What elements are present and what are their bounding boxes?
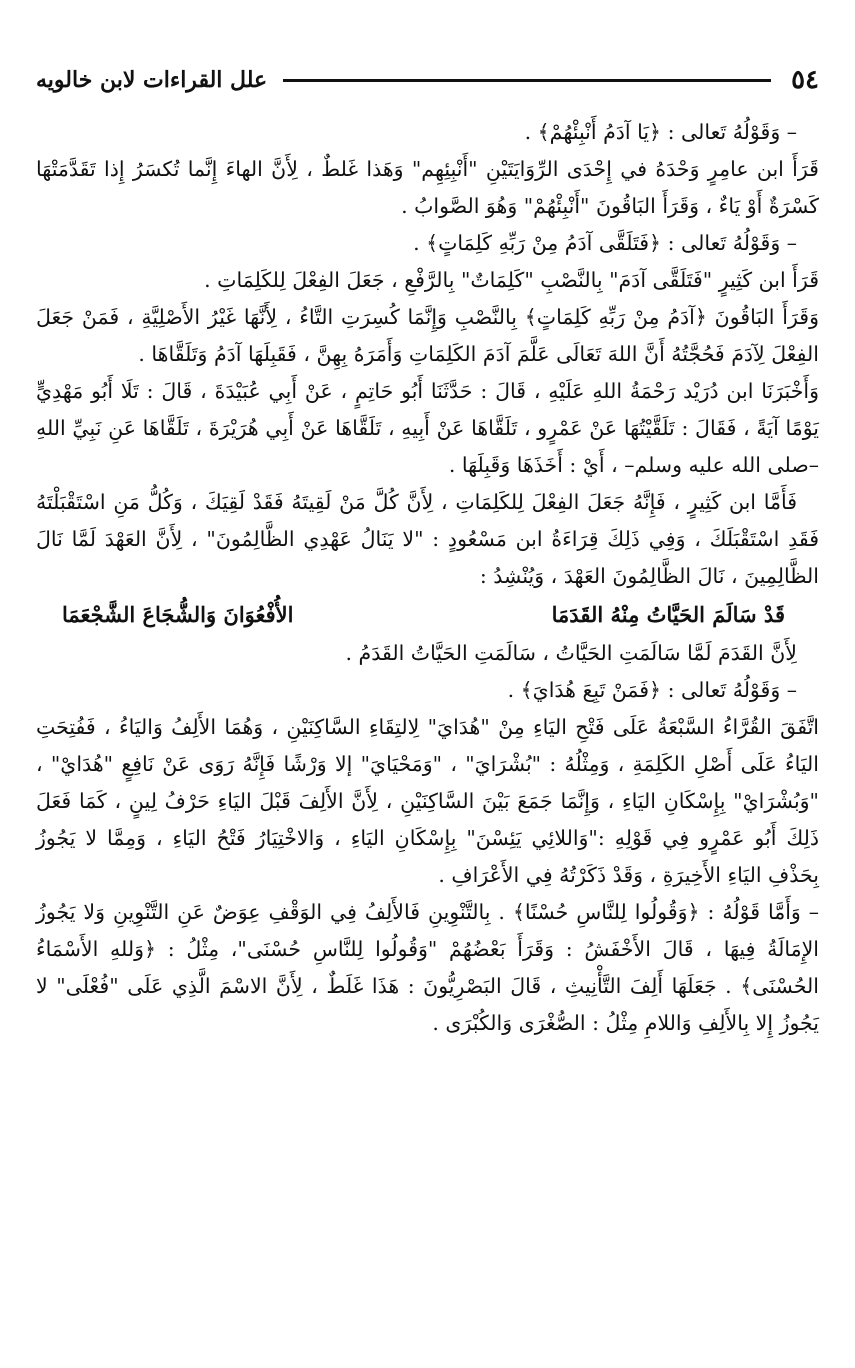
page-number: ٥٤ — [791, 65, 819, 95]
paragraph-11: – وَأَمَّا قَوْلُهُ : ﴿وَقُولُوا لِلنَّاسِ حُسْنًا﴾ . بِالتَّنْوِينِ فَالأَلِفُ فِي الوَقْفِ عِوَضٌ عَنِ التَّنْوِينِ وَلا يَجُوزُ الإِمَالَةُ فِيهَا ، قَالَ الأَخْفَشُ : وَقَرَأَ بَعْضُهُمْ "وَقُولُوا لِلنَّاسِ حُسْنَى"، مِثْلُ : ﴿وَللهِ الأَسْمَاءُ الحُسْنَى﴾ . جَعَلَهَا أَلِفَ التَّأْنِيثِ ، قَالَ البَصْرِيُّونَ : هَذَا غَلَطٌ ، لِأَنَّ الاسْمَ الَّذِي عَلَى "فُعْلَى" لا يَجُوزُ إِلا بِالأَلِفِ وَاللامِ مِثْلُ : الصُّغْرَى وَالكُبْرَى . — [36, 900, 819, 1035]
paragraph-6: وَأَخْبَرَنَا ابن دُرَيْد رَحْمَةُ اللهِ عَلَيْهِ ، قَالَ : حَدَّثَنَا أَبُو حَاتِمٍ ، عَنْ أَبِي عُبَيْدَةَ ، قَالَ : تَلَا أَبُو مَهْدِيٍّ يَوْمًا آيَةً ، فَقَالَ : تَلَقَّيْتُهَا عَنْ عَمْرٍو ، تَلَقَّاهَا عَنْ أَبِيهِ ، تَلَقَّاهَا عَنْ أَبِي هُرَيْرَةَ ، تَلَقَّاهَا عَنِ نَبِيِّ اللهِ –صلى الله عليه وسلم– ، أَيْ : أَخَذَهَا وَقَبِلَهَا . — [36, 379, 819, 477]
paragraph-4: قَرَأَ ابن كَثِيرٍ "فَتَلَقَّى آدَمَ" بِالنَّصْبِ "كَلِمَاتٌ" بِالرَّفْعِ ، جَعَلَ الفِعْلَ لِلكَلِمَاتِ . — [204, 268, 819, 292]
paragraph-8: لِأَنَّ القَدَمَ لَمَّا سَالَمَتِ الحَيَّاتُ ، سَالَمَتِ الحَيَّاتُ القَدَمُ . — [345, 641, 797, 665]
poetry-verse — [36, 595, 819, 635]
header-rule — [283, 79, 771, 82]
book-page — [36, 60, 819, 1340]
paragraph-5: وَقَرَأَ البَاقُونَ ﴿آدَمُ مِنْ رَبِّهِ كَلِمَاتٍ﴾ بِالنَّصْبِ وَإِنَّمَا كُسِرَتِ التَّاءُ ، لِأَنَّهَا غَيْرُ الأَصْلِيَّةِ ، فَمَنْ جَعَلَ الفِعْلَ لِآدَمَ فَحُجَّتُهُ أَنَّ اللهَ تَعَالَى عَلَّمَ آدَمَ الكَلِمَاتِ وَأَمَرَهُ بِهِنَّ ، فَقَبِلَهَا آدَمُ وَتَلَقَّاهَا . — [36, 305, 819, 366]
page-header — [36, 60, 819, 100]
verse-first-hemistich: قَدْ سَالَمَ الحَيَّاتُ مِنْهُ القَدَمَا — [551, 602, 785, 627]
paragraph-9: – وَقَوْلُهُ تَعالى : ﴿فَمَنْ تَبِعَ هُدَايَ﴾ . — [507, 678, 797, 702]
paragraph-1: – وَقَوْلُهُ تَعالى : ﴿يَا آدَمُ أَنْبِئْهُمْ﴾ . — [524, 120, 797, 144]
paragraph-2: قَرَأَ ابن عامِرٍ وَحْدَهُ في إِحْدَى الرِّوَايَتَيْنِ "أَنْبِئِهِم" وَهَذا غَلطٌ ، لِأَنَّ الهاءَ إِنَّما تُكسَرُ إِذا تَقَدَّمَتْهَا كَسْرَةٌ أَوْ يَاءٌ ، وَقَرَأَ البَاقُونَ "أَنْبِئْهُمْ" وَهُوَ الصَّوابُ . — [36, 157, 819, 218]
page-body — [36, 114, 819, 1042]
paragraph-3: – وَقَوْلُهُ تَعالى : ﴿فَتَلَقَّى آدَمُ مِنْ رَبِّهِ كَلِمَاتٍ﴾ . — [413, 231, 797, 255]
paragraph-7: فَأَمَّا ابن كَثِيرٍ ، فَإِنَّهُ جَعَلَ الفِعْلَ لِلكَلِمَاتِ ، لِأَنَّ كُلَّ مَنْ لَقِيتَهُ فَقَدْ لَقِيَكَ ، وَكُلُّ مَنِ اسْتَقْبَلْتَهُ فَقَدِ اسْتَقْبَلَكَ ، وَفِي ذَلِكَ قِرَاءَةُ ابن مَسْعُودٍ : "لا يَنَالُ عَهْدِي الظَّالِمُونَ" ، لِأَنَّ العَهْدَ لَمَّا نَالَ الظَّالِمِينَ ، نَالَ الظَّالِمُونَ العَهْدَ ، وَيُنْشِدُ : — [36, 490, 819, 588]
verse-second-hemistich: الأُفْعُوَانَ وَالشُّجَاعَ الشَّجْعَمَا — [62, 602, 294, 627]
paragraph-10: اتَّفَقَ القُرَّاءُ السَّبْعَةُ عَلَى فَتْحِ اليَاءِ مِنْ "هُدَايَ" لِالتِقَاءِ السَّاكِنَيْنِ ، وَهُمَا الأَلِفُ وَاليَاءُ ، فَفُتِحَتِ اليَاءُ عَلَى أَصْلِ الكَلِمَةِ ، وَمِثْلُهُ : "بُشْرَايَ" ، "وَمَحْيَايَ" إلا وَرْشًا فَإِنَّهُ رَوَى عَنْ نَافِعٍ "هُدَايْ" ، "وَبُشْرَايْ" بِإِسْكَانِ اليَاءِ ، وَإِنَّمَا جَمَعَ بَيْنَ السَّاكِنَيْنِ ، لِأَنَّ الأَلِفَ قَبْلَ اليَاءِ حَرْفُ لِينٍ ، كَمَا فَعَلَ ذَلِكَ أَبُو عَمْرٍو فِي قَوْلِهِ :"وَاللائِي يَئِسْنَ" بِإِسْكَانِ اليَاءِ ، وَالاخْتِيَارُ فَتْحُ اليَاءِ ، وَمِمَّا لا يَجُوزُ بِحَذْفِ اليَاءِ الأَخِيرَةِ ، وَقَدْ ذَكَرْتُهُ فِي الأَعْرَافِ . — [36, 715, 819, 887]
running-title: علل القراءات لابن خالويه — [36, 67, 268, 93]
